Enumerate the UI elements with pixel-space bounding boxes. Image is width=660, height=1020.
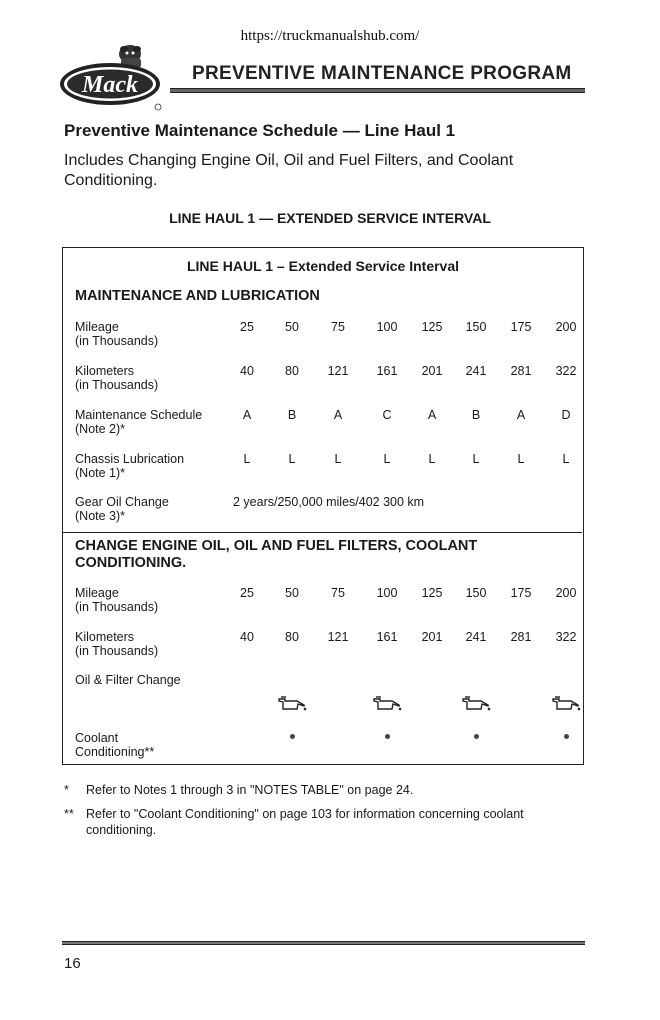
gear-oil-value: 2 years/250,000 miles/402 300 km [233,495,425,509]
header-rule [170,88,585,93]
row-label-line1: Coolant [75,731,119,745]
table-cell: L [472,452,480,466]
mack-logo [58,40,170,117]
row-label-line2: (in Thousands) [75,600,159,614]
row-label-line2: (Note 2)* [75,422,126,436]
table-cell: 75 [331,320,345,334]
table-cell: L [562,452,570,466]
table-row [75,452,581,486]
oil-can-icon [546,696,586,717]
gear-oil-row [75,495,581,529]
row-label-line2: (in Thousands) [75,378,159,392]
coolant-dot [474,734,479,739]
table-cell: 25 [240,586,254,600]
table-row [75,586,581,620]
table-cell: L [334,452,342,466]
source-url: https://truckmanualshub.com/ [240,28,420,44]
table-cell: L [383,452,391,466]
row-label-line1: Mileage [75,320,119,334]
table-cell: 25 [240,320,254,334]
row-label-line1: Mileage [75,586,119,600]
table-cell: A [516,408,526,422]
table-cell: 125 [421,320,443,334]
section-heading: LINE HAUL 1 — EXTENDED SERVICE INTERVAL [169,210,491,226]
table-cell: 161 [376,364,398,378]
row-label-line2: (Note 1)* [75,466,126,480]
table-cell: 241 [465,630,487,644]
row-label-line1: Gear Oil Change [75,495,169,509]
row-label-line2: Conditioning** [75,745,155,759]
row-label-line1: Kilometers [75,630,135,644]
footnote-mark: ** [64,807,74,821]
row-label-line2: (in Thousands) [75,334,159,348]
table-row [75,364,581,398]
row-label [75,452,235,480]
table-cell: L [243,452,251,466]
table-cell: 50 [285,586,299,600]
table-cell: 40 [240,630,254,644]
table-cell: 201 [421,364,443,378]
row-label [75,364,235,392]
row-label [75,586,235,614]
oil-can-icon [367,696,407,717]
table-title: LINE HAUL 1 – Extended Service Interval [186,258,460,274]
table-cell: 121 [327,630,349,644]
page-title: Preventive Maintenance Schedule — Line Haul 1 [64,121,456,140]
table-cell: 322 [555,630,577,644]
svg-text:Mack: Mack [82,72,138,98]
row-label: Oil & Filter Change [75,673,181,687]
row-label-line2: (Note 3)* [75,509,126,523]
footnote-text: Refer to Notes 1 through 3 in "NOTES TABLE" on page 24. [86,783,414,797]
table-cell: 322 [555,364,577,378]
oil-filter-row [75,673,581,707]
table-cell: 121 [327,364,349,378]
table-cell: 175 [510,320,532,334]
footnote-text: Refer to "Coolant Conditioning" on page 103 for information concerning coolant conditioning. [86,807,524,837]
table-cell: 80 [285,630,299,644]
table-row [75,320,581,354]
table-cell: 100 [376,586,398,600]
table-cell: 200 [555,586,577,600]
table-cell: C [382,408,392,422]
schedule-table [62,247,584,765]
table-cell: B [287,408,297,422]
table-cell: 175 [510,586,532,600]
table-row [75,630,581,664]
table-cell: 150 [465,586,487,600]
table-cell: 40 [240,364,254,378]
table-cell: A [333,408,343,422]
oil-can-icon [272,696,312,717]
heading-line2: CONDITIONING. [75,555,187,571]
row-label [75,320,235,348]
oil-can-icon [456,696,496,717]
table-cell: L [288,452,296,466]
table-cell: L [517,452,525,466]
row-label [75,630,235,658]
table-cell: 161 [376,630,398,644]
table-cell: A [242,408,252,422]
row-label-line1: Kilometers [75,364,135,378]
table-cell: 241 [465,364,487,378]
table-cell: 100 [376,320,398,334]
header-title: PREVENTIVE MAINTENANCE PROGRAM [192,63,572,84]
coolant-dot [385,734,390,739]
intro-text: Includes Changing Engine Oil, Oil and Fuel Filters, and Coolant Conditioning. [64,152,514,189]
row-label-line1: Maintenance Schedule [75,408,203,422]
table-cell: 125 [421,586,443,600]
row-label [75,495,235,523]
table-cell: L [428,452,436,466]
row-label-line2: (in Thousands) [75,644,159,658]
table-cell: 150 [465,320,487,334]
row-label [75,731,235,759]
table-cell: 200 [555,320,577,334]
maintenance-heading: MAINTENANCE AND LUBRICATION [75,288,320,304]
table-cell: 281 [510,364,532,378]
coolant-dot [290,734,295,739]
page-number: 16 [64,955,81,972]
table-cell: 281 [510,630,532,644]
heading-line1: CHANGE ENGINE OIL, OIL AND FUEL FILTERS, COOLANT [75,538,478,554]
row-label-line1: Chassis Lubrication [75,452,185,466]
table-cell: 201 [421,630,443,644]
footer-rule [62,941,585,945]
row-label [75,408,235,436]
oil-change-heading [75,538,575,572]
table-cell: 80 [285,364,299,378]
section-divider [63,532,582,533]
table-cell: 50 [285,320,299,334]
table-cell: B [471,408,481,422]
table-cell: 75 [331,586,345,600]
table-cell: A [427,408,437,422]
footnote-mark: * [64,783,69,797]
table-row [75,408,581,442]
coolant-dot [564,734,569,739]
coolant-row [75,731,581,765]
table-cell: D [561,408,571,422]
